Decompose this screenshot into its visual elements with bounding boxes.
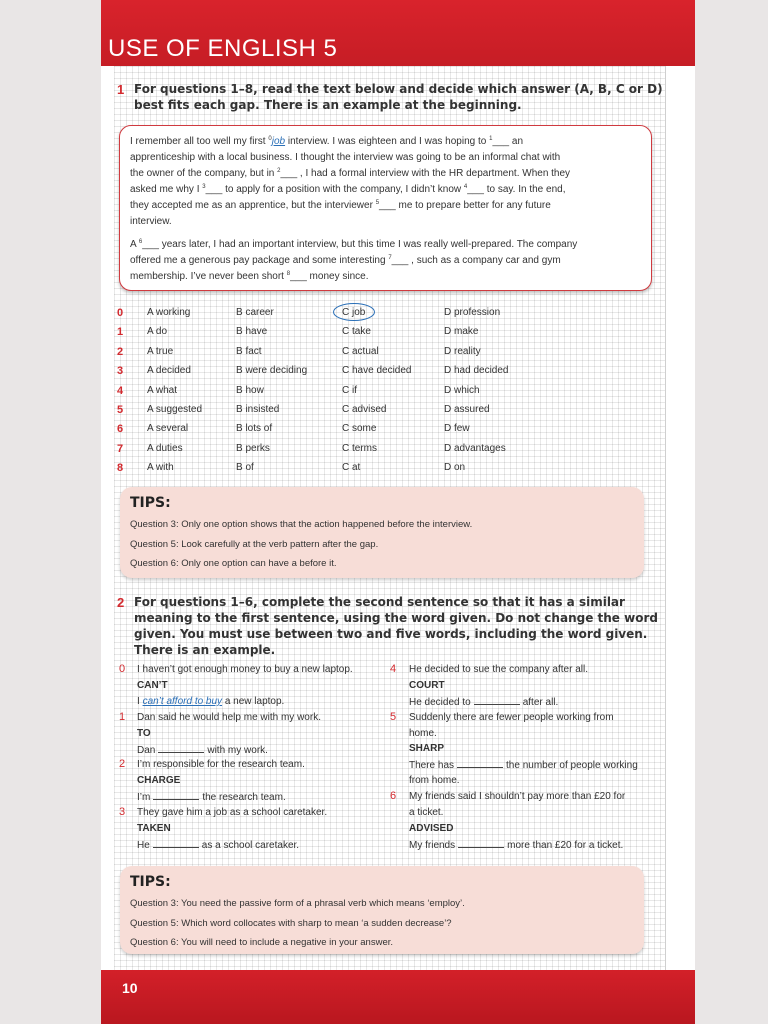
option-c: C have decided xyxy=(342,365,412,377)
item-answer: I’m the research team. xyxy=(137,792,286,803)
footer-banner xyxy=(101,970,695,1024)
item-sentence: My friends said I shouldn’t pay more than £20 for xyxy=(409,791,626,802)
item-answer: He as a school caretaker. xyxy=(137,840,300,851)
instruction-line: meaning to the first sentence, using the word given. Do not change the word xyxy=(134,611,658,625)
item-answer: My friends more than £20 for a ticket. xyxy=(409,840,624,851)
instruction-line: For questions 1–8, read the text below and decide which answer (A, B, C or D) xyxy=(134,82,663,96)
text-line: membership. I’ve never been short $^8$___ money since. xyxy=(130,271,369,282)
option-row xyxy=(0,443,768,462)
option-c: C some xyxy=(342,423,377,435)
option-c: C job xyxy=(342,307,366,318)
option-row xyxy=(0,462,768,481)
answer-blank[interactable] xyxy=(457,759,503,768)
text-line: they accepted me as an apprentice, but the interviewer $^5$___ me to prepare better for any future xyxy=(130,200,551,211)
answer-blank[interactable] xyxy=(158,744,204,753)
item-keyword: ADVISED xyxy=(409,823,454,834)
text-paragraph-1 xyxy=(130,134,639,230)
option-number: 8 xyxy=(117,462,124,475)
item-answer: He decided to after all. xyxy=(409,697,559,708)
text-line: offered me a generous pay package and some interesting $^7$___ , such as a company car and gym xyxy=(130,255,561,266)
option-number: 1 xyxy=(117,326,124,339)
option-number: 7 xyxy=(117,442,124,455)
item-number: 4 xyxy=(390,663,397,675)
option-a: A several xyxy=(147,423,189,435)
option-d: D which xyxy=(444,384,480,396)
option-number: 4 xyxy=(117,384,124,397)
instruction-line: best fits each gap. There is an example at the beginning. xyxy=(134,98,522,112)
option-b: B perks xyxy=(236,442,270,454)
item-number: 6 xyxy=(390,790,397,802)
text-line: apprenticeship with a local business. I thought the interview was going to be an informal chat with xyxy=(130,152,561,163)
option-a: A do xyxy=(147,326,168,338)
item-keyword: SHARP xyxy=(409,743,445,754)
exercise-1-number: 1 xyxy=(117,82,125,97)
tip-line: Question 6: Only one option can have a before it. xyxy=(130,558,337,569)
option-b: B were deciding xyxy=(236,365,308,377)
exercise-2-number: 2 xyxy=(117,595,125,610)
exercise-2-instructions xyxy=(134,594,658,658)
tips-title: TIPS: xyxy=(130,495,171,511)
option-row xyxy=(0,326,768,345)
item-keyword: CAN’T xyxy=(137,680,168,691)
tip-line: Question 5: Look carefully at the verb pattern after the gap. xyxy=(130,538,379,550)
answer-blank[interactable] xyxy=(458,839,504,848)
text-line: asked me why I $^3$___ to apply for a position with the company, I didn’t know $^4$___ to say. In the end, xyxy=(130,184,566,195)
option-c: C terms xyxy=(342,442,377,454)
item-sentence: Suddenly there are fewer people working from xyxy=(409,712,614,723)
reading-text-box xyxy=(119,125,652,291)
instruction-line: given. You must use between two and five words, including the word given. xyxy=(134,627,648,641)
option-c: C actual xyxy=(342,345,379,357)
item-sentence: Dan said he would help me with my work. xyxy=(137,712,321,723)
item-sentence: I haven’t got enough money to buy a new laptop. xyxy=(137,664,353,675)
option-d: D reality xyxy=(444,345,481,357)
option-a: A duties xyxy=(147,442,183,454)
item-answer: I can’t afford to buy a new laptop. xyxy=(137,696,285,707)
item-number: 2 xyxy=(119,758,126,770)
option-b: B have xyxy=(236,326,268,338)
option-a: A decided xyxy=(147,365,191,377)
item-number: 3 xyxy=(119,806,126,818)
option-number: 5 xyxy=(117,404,124,416)
option-number: 0 xyxy=(117,307,124,319)
item-sentence: I’m responsible for the research team. xyxy=(137,759,305,770)
tip-line: Question 3: Only one option shows that the action happened before the interview. xyxy=(130,519,473,530)
option-d: D assured xyxy=(444,404,490,415)
option-a: A with xyxy=(147,462,174,474)
option-number: 6 xyxy=(117,423,124,436)
tips-box-2 xyxy=(120,866,644,954)
option-d: D make xyxy=(444,326,479,338)
item-number: 0 xyxy=(119,663,126,675)
option-d: D on xyxy=(444,462,466,474)
option-a: A suggested xyxy=(147,404,203,415)
answer-blank[interactable] xyxy=(153,791,199,800)
option-row xyxy=(0,404,768,423)
option-b: B of xyxy=(236,462,254,474)
item-keyword: TAKEN xyxy=(137,823,171,834)
option-row xyxy=(0,307,768,326)
handwritten-answer: can’t afford to buy xyxy=(142,696,223,707)
item-keyword: COURT xyxy=(409,680,445,691)
option-b: B career xyxy=(236,307,274,318)
option-b: B how xyxy=(236,384,264,396)
exercise-1-instructions xyxy=(134,81,663,113)
option-number: 2 xyxy=(117,345,124,358)
item-sentence: They gave him a job as a school caretaker. xyxy=(137,807,328,818)
item-keyword: CHARGE xyxy=(137,775,181,786)
option-c: C advised xyxy=(342,404,387,415)
option-a: A working xyxy=(147,307,191,318)
item-answer: There has the number of people working xyxy=(409,760,638,771)
text-line: the owner of the company, but in $^2$___ , I had a formal interview with the HR department. When they xyxy=(130,168,571,179)
text-line: I remember all too well my first $^0$job interview. I was eighteen and I was hoping to $^1$___ an xyxy=(130,136,524,147)
item-answer-cont: from home. xyxy=(409,775,460,786)
option-d: D advantages xyxy=(444,442,506,454)
tips-title: TIPS: xyxy=(130,874,171,890)
option-row xyxy=(0,423,768,442)
answer-blank[interactable] xyxy=(153,839,199,848)
instruction-line: There is an example. xyxy=(134,643,276,657)
handwritten-circle-mark xyxy=(333,303,375,321)
instruction-line: For questions 1–6, complete the second sentence so that it has a similar xyxy=(134,595,625,609)
tip-line: Question 5: Which word collocates with sharp to mean ‘a sudden decrease’? xyxy=(130,917,452,929)
option-row xyxy=(0,365,768,384)
option-a: A true xyxy=(147,345,174,357)
option-c: C if xyxy=(342,384,357,396)
item-number: 5 xyxy=(390,711,397,723)
option-number: 3 xyxy=(117,365,124,378)
option-c: C at xyxy=(342,462,361,474)
option-d: D had decided xyxy=(444,365,509,377)
option-b: B fact xyxy=(236,345,262,357)
text-line: interview. xyxy=(130,216,172,227)
option-b: B lots of xyxy=(236,423,273,435)
item-sentence-cont: a ticket. xyxy=(409,807,444,818)
answer-blank[interactable] xyxy=(474,696,520,705)
item-sentence-cont: home. xyxy=(409,728,437,739)
option-d: D few xyxy=(444,423,470,435)
handwritten-example-answer: job xyxy=(271,136,286,147)
option-d: D profession xyxy=(444,307,501,318)
option-row xyxy=(0,346,768,365)
option-b: B insisted xyxy=(236,404,280,415)
text-line: A $^6$___ years later, I had an important interview, but this time I was really well-prepared. The company xyxy=(130,239,578,250)
item-answer: Dan with my work. xyxy=(137,745,268,756)
option-row xyxy=(0,385,768,404)
tip-line: Question 3: You need the passive form of a phrasal verb which means ‘employ’. xyxy=(130,898,465,909)
item-number: 1 xyxy=(119,711,126,723)
item-sentence: He decided to sue the company after all. xyxy=(409,664,588,675)
page-number: 10 xyxy=(122,980,138,996)
tip-line: Question 6: You will need to include a negative in your answer. xyxy=(130,937,394,948)
item-keyword: TO xyxy=(137,728,151,739)
option-c: C take xyxy=(342,326,371,338)
page-title: USE OF ENGLISH 5 xyxy=(108,35,338,62)
option-a: A what xyxy=(147,384,178,396)
text-paragraph-2 xyxy=(130,237,639,285)
tips-box-1 xyxy=(120,487,644,578)
